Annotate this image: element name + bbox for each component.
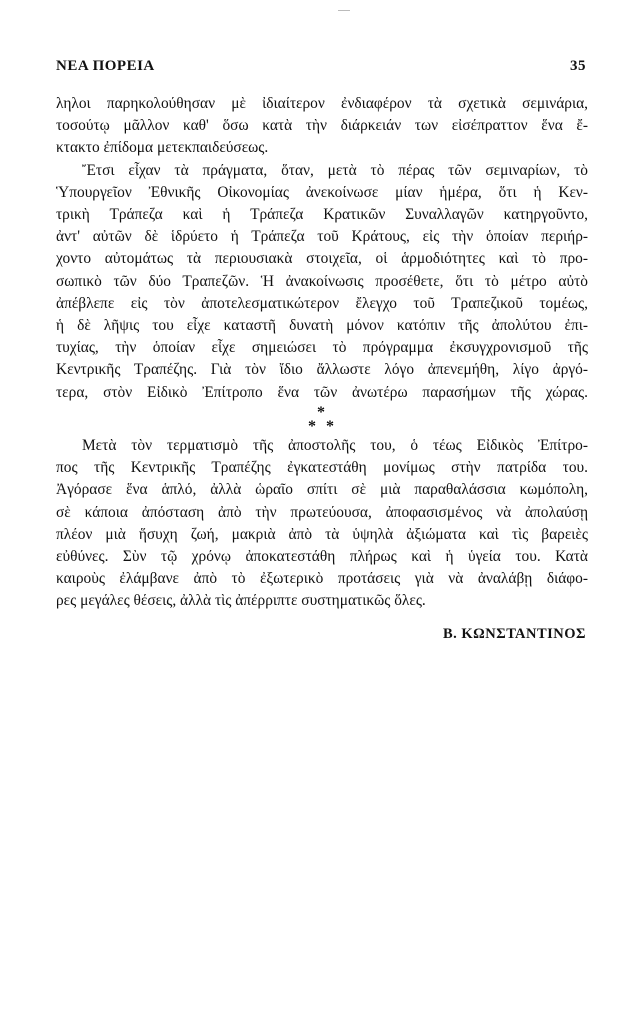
text-line: πλέον μιὰ ἥσυχη ζωή, μακριὰ ἀπὸ τὰ ὑψηλὰ ἀξιώματα καὶ τὶς βαρειὲς xyxy=(56,525,588,543)
scan-mark xyxy=(338,10,350,11)
text-line: τρικὴ Τράπεζα καὶ ἡ Τράπεζα Κρατικῶν Συναλλαγῶν κατηργοῦντο, xyxy=(56,206,588,224)
text-line: τερα, στὸν Εἰδικὸ Ἐπίτροπο ἕνα τῶν ἀνωτέρω παρασήμων τῆς χώρας. xyxy=(56,383,588,401)
separator-star-top: * xyxy=(317,404,325,421)
section-1-text xyxy=(56,93,588,404)
text-line: τοσούτῳ μᾶλλον καθ' ὅσω κατὰ τὴν διάρκειάν των εἰσέπραττον ἕνα ἔ- xyxy=(56,117,588,135)
text-line: Ἀγόρασε ἕνα ἁπλό, ἀλλὰ ὡραῖο σπίτι σὲ μιὰ παραθαλάσσια κωμόπολη, xyxy=(56,481,588,499)
text-line: χοντο αὐτομάτως τὰ περιουσιακὰ στοιχεῖα, οἱ ἁρμοδιότητες καὶ τὸ προ- xyxy=(56,250,588,268)
running-title: ΝΕΑ ΠΟΡΕΙΑ xyxy=(56,58,155,74)
text-line: καιροὺς ἐλάμβανε ἀπὸ τὸ ἐξωτερικὸ προτάσεις γιὰ νὰ ἀναλάβῃ διάφο- xyxy=(56,570,588,588)
text-line: Ἔτσι εἶχαν τὰ πράγματα, ὅταν, μετὰ τὸ πέρας τῶν σεμιναρίων, τὸ xyxy=(82,161,588,179)
text-line: ἀντ' αὐτῶν δὲ ἱδρύετο ἡ Τράπεζα τοῦ Κράτους, εἰς τὴν ὁποίαν περιήρ- xyxy=(56,228,588,246)
section-separator xyxy=(0,406,642,434)
text-line: εὐθύνες. Σὺν τῷ χρόνῳ ἀποκατεστάθη πλήρως καὶ ἡ ὑγεία του. Κατὰ xyxy=(56,548,588,566)
text-line: Μετὰ τὸν τερματισμὸ τῆς ἀποστολῆς του, ὁ τέως Εἰδικὸς Ἐπίτρο- xyxy=(82,437,588,454)
text-line: ἡ δὲ λῆψις του εἶχε καταστῆ δυνατὴ μόνον κατόπιν τῆς ἀπολύτου ἐπι- xyxy=(56,317,588,335)
page-number: 35 xyxy=(570,58,586,74)
separator-star-bottom: ** xyxy=(308,418,344,435)
text-line: ληλοι παρηκολούθησαν μὲ ἰδιαίτερον ἐνδιαφέρον τὰ σχετικὰ σεμινάρια, xyxy=(56,95,588,112)
author-signature: Β. ΚΩΝΣΤΑΝΤΙΝΟΣ xyxy=(442,626,586,642)
text-line: τυχίας, τὴν ὁποίαν εἶχε σημειώσει τὸ πρόγραμμα ἐκσυγχρονισμοῦ τῆς xyxy=(56,339,588,357)
text-line: σὲ κάποια ἀπόσταση ἀπὸ τὴν πρωτεύουσα, ἀποφασισμένος νὰ ἀπολαύσῃ xyxy=(56,503,588,521)
text-line: ρες μεγάλες θέσεις, ἀλλὰ τὶς ἀπέρριπτε συστηματικῶς ὅλες. xyxy=(56,592,426,610)
text-line: Ὑπουργεῖον Ἐθνικῆς Οἰκονομίας ἀνεκοίνωσε μίαν ἡμέρα, ὅτι ἡ Κεν- xyxy=(56,183,588,201)
text-line: ἀπέβλεπε εἰς τὸν ἀποτελεσματικώτερον ἔλεγχο τοῦ Τραπεζικοῦ τομέως, xyxy=(56,294,588,312)
text-line: σωπικὸ τῶν δύο Τραπεζῶν. Ἡ ἀνακοίνωσις προσέθετε, ὅτι τὸ μέτρο αὐτὸ xyxy=(56,272,588,290)
text-line: Κεντρικῆς Τραπέζης. Γιὰ τὸν ἴδιο ἄλλωστε λόγο ἀπενεμήθη, λίγο ἀργό- xyxy=(56,361,588,379)
text-line: κτακτο ἐπίδομα μετεκπαιδεύσεως. xyxy=(56,139,269,157)
text-line: πος τῆς Κεντρικῆς Τραπέζης ἐγκατεστάθη μονίμως στὴν πατρίδα του. xyxy=(56,459,588,477)
running-header xyxy=(56,58,586,80)
section-2-text xyxy=(56,435,588,613)
